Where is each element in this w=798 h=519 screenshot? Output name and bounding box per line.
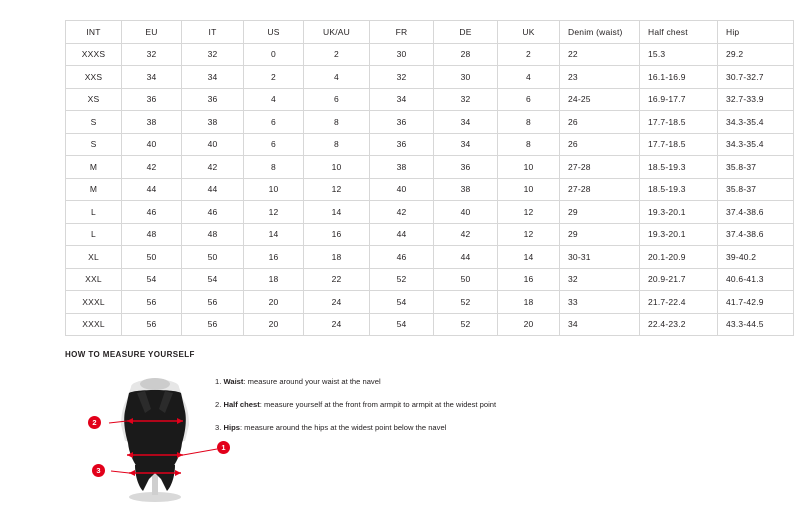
cell-uk-au: 10 bbox=[304, 156, 370, 179]
note-number-1: 1. bbox=[215, 377, 222, 386]
cell-fr: 54 bbox=[370, 313, 434, 336]
cell-hip: 32.7-33.9 bbox=[718, 88, 794, 111]
table-row bbox=[66, 313, 794, 336]
cell-fr: 54 bbox=[370, 291, 434, 314]
cell-denim-waist: 26 bbox=[560, 111, 640, 134]
cell-hip: 34.3-35.4 bbox=[718, 133, 794, 156]
figure-bullet-3: 3 bbox=[92, 464, 105, 477]
cell-denim-waist: 29 bbox=[560, 201, 640, 224]
cell-denim-waist: 27-28 bbox=[560, 178, 640, 201]
cell-it: 56 bbox=[182, 313, 244, 336]
cell-uk-au: 22 bbox=[304, 268, 370, 291]
cell-eu: 38 bbox=[122, 111, 182, 134]
cell-uk-au: 24 bbox=[304, 313, 370, 336]
figure-bullet-1: 1 bbox=[217, 441, 230, 454]
cell-eu: 40 bbox=[122, 133, 182, 156]
size-table-container bbox=[65, 20, 764, 336]
cell-denim-waist: 27-28 bbox=[560, 156, 640, 179]
cell-de: 36 bbox=[434, 156, 498, 179]
cell-uk: 16 bbox=[498, 268, 560, 291]
cell-us: 10 bbox=[244, 178, 304, 201]
cell-denim-waist: 29 bbox=[560, 223, 640, 246]
cell-fr: 32 bbox=[370, 66, 434, 89]
table-row bbox=[66, 133, 794, 156]
column-header-us: US bbox=[244, 21, 304, 44]
cell-denim-waist: 33 bbox=[560, 291, 640, 314]
cell-it: 46 bbox=[182, 201, 244, 224]
cell-eu: 34 bbox=[122, 66, 182, 89]
cell-it: 54 bbox=[182, 268, 244, 291]
cell-uk: 6 bbox=[498, 88, 560, 111]
cell-half-chest: 20.1-20.9 bbox=[640, 246, 718, 269]
cell-hip: 43.3-44.5 bbox=[718, 313, 794, 336]
size-table-body bbox=[66, 43, 794, 336]
cell-eu: 42 bbox=[122, 156, 182, 179]
cell-half-chest: 17.7-18.5 bbox=[640, 111, 718, 134]
table-row bbox=[66, 246, 794, 269]
cell-fr: 42 bbox=[370, 201, 434, 224]
cell-uk-au: 8 bbox=[304, 133, 370, 156]
cell-half-chest: 19.3-20.1 bbox=[640, 223, 718, 246]
cell-uk-au: 24 bbox=[304, 291, 370, 314]
cell-eu: 54 bbox=[122, 268, 182, 291]
cell-int: XXS bbox=[66, 66, 122, 89]
cell-eu: 36 bbox=[122, 88, 182, 111]
cell-int: L bbox=[66, 223, 122, 246]
cell-int: XL bbox=[66, 246, 122, 269]
size-table-head bbox=[66, 21, 794, 44]
cell-hip: 35.8-37 bbox=[718, 156, 794, 179]
cell-de: 42 bbox=[434, 223, 498, 246]
cell-us: 2 bbox=[244, 66, 304, 89]
cell-de: 32 bbox=[434, 88, 498, 111]
cell-uk: 18 bbox=[498, 291, 560, 314]
cell-denim-waist: 34 bbox=[560, 313, 640, 336]
cell-it: 34 bbox=[182, 66, 244, 89]
cell-int: M bbox=[66, 156, 122, 179]
cell-uk: 14 bbox=[498, 246, 560, 269]
cell-de: 50 bbox=[434, 268, 498, 291]
cell-us: 18 bbox=[244, 268, 304, 291]
cell-uk-au: 12 bbox=[304, 178, 370, 201]
cell-half-chest: 20.9-21.7 bbox=[640, 268, 718, 291]
cell-eu: 56 bbox=[122, 313, 182, 336]
cell-int: XXXL bbox=[66, 313, 122, 336]
cell-hip: 37.4-38.6 bbox=[718, 223, 794, 246]
cell-fr: 36 bbox=[370, 111, 434, 134]
cell-us: 16 bbox=[244, 246, 304, 269]
note-number-3: 3. bbox=[215, 422, 222, 432]
table-header-row bbox=[66, 21, 794, 44]
table-row bbox=[66, 178, 794, 201]
cell-half-chest: 18.5-19.3 bbox=[640, 178, 718, 201]
cell-uk-au: 8 bbox=[304, 111, 370, 134]
cell-half-chest: 18.5-19.3 bbox=[640, 156, 718, 179]
cell-de: 34 bbox=[434, 133, 498, 156]
cell-de: 52 bbox=[434, 291, 498, 314]
cell-half-chest: 19.3-20.1 bbox=[640, 201, 718, 224]
cell-it: 50 bbox=[182, 246, 244, 269]
table-row bbox=[66, 201, 794, 224]
cell-hip: 34.3-35.4 bbox=[718, 111, 794, 134]
measurement-note-hips bbox=[215, 423, 496, 433]
table-row bbox=[66, 291, 794, 314]
cell-uk: 12 bbox=[498, 201, 560, 224]
cell-uk-au: 16 bbox=[304, 223, 370, 246]
cell-uk: 12 bbox=[498, 223, 560, 246]
how-to-measure-body bbox=[65, 369, 745, 504]
cell-hip: 37.4-38.6 bbox=[718, 201, 794, 224]
cell-us: 4 bbox=[244, 88, 304, 111]
cell-fr: 36 bbox=[370, 133, 434, 156]
cell-half-chest: 15.3 bbox=[640, 43, 718, 66]
table-row bbox=[66, 268, 794, 291]
cell-denim-waist: 32 bbox=[560, 268, 640, 291]
cell-us: 12 bbox=[244, 201, 304, 224]
cell-eu: 56 bbox=[122, 291, 182, 314]
cell-int: XXXL bbox=[66, 291, 122, 314]
cell-uk-au: 4 bbox=[304, 66, 370, 89]
cell-uk-au: 18 bbox=[304, 246, 370, 269]
cell-eu: 32 bbox=[122, 43, 182, 66]
cell-de: 28 bbox=[434, 43, 498, 66]
cell-half-chest: 17.7-18.5 bbox=[640, 133, 718, 156]
cell-it: 40 bbox=[182, 133, 244, 156]
cell-de: 40 bbox=[434, 201, 498, 224]
column-header-eu: EU bbox=[122, 21, 182, 44]
figure-bullet-2: 2 bbox=[88, 416, 101, 429]
table-row bbox=[66, 156, 794, 179]
cell-us: 14 bbox=[244, 223, 304, 246]
cell-uk: 2 bbox=[498, 43, 560, 66]
cell-us: 0 bbox=[244, 43, 304, 66]
cell-denim-waist: 22 bbox=[560, 43, 640, 66]
column-header-fr: FR bbox=[370, 21, 434, 44]
column-header-half-chest: Half chest bbox=[640, 21, 718, 44]
cell-int: XS bbox=[66, 88, 122, 111]
cell-int: XXXS bbox=[66, 43, 122, 66]
cell-fr: 38 bbox=[370, 156, 434, 179]
table-row bbox=[66, 43, 794, 66]
cell-half-chest: 16.1-16.9 bbox=[640, 66, 718, 89]
cell-it: 44 bbox=[182, 178, 244, 201]
column-header-uk: UK bbox=[498, 21, 560, 44]
size-table bbox=[65, 20, 794, 336]
cell-uk-au: 2 bbox=[304, 43, 370, 66]
cell-de: 52 bbox=[434, 313, 498, 336]
cell-uk: 8 bbox=[498, 111, 560, 134]
table-row bbox=[66, 88, 794, 111]
cell-fr: 46 bbox=[370, 246, 434, 269]
column-header-it: IT bbox=[182, 21, 244, 44]
column-header-de: DE bbox=[434, 21, 498, 44]
cell-hip: 29.2 bbox=[718, 43, 794, 66]
cell-uk: 10 bbox=[498, 178, 560, 201]
cell-hip: 30.7-32.7 bbox=[718, 66, 794, 89]
note-term-half-chest: Half chest bbox=[223, 399, 260, 409]
measurement-notes bbox=[215, 369, 496, 446]
cell-us: 20 bbox=[244, 291, 304, 314]
cell-hip: 40.6-41.3 bbox=[718, 268, 794, 291]
cell-us: 6 bbox=[244, 111, 304, 134]
cell-it: 48 bbox=[182, 223, 244, 246]
cell-uk: 10 bbox=[498, 156, 560, 179]
column-header-hip: Hip bbox=[718, 21, 794, 44]
cell-fr: 40 bbox=[370, 178, 434, 201]
cell-half-chest: 21.7-22.4 bbox=[640, 291, 718, 314]
note-term-hips: Hips bbox=[223, 422, 240, 432]
cell-fr: 52 bbox=[370, 268, 434, 291]
cell-denim-waist: 24-25 bbox=[560, 88, 640, 111]
cell-denim-waist: 30-31 bbox=[560, 246, 640, 269]
cell-de: 30 bbox=[434, 66, 498, 89]
cell-it: 36 bbox=[182, 88, 244, 111]
cell-half-chest: 22.4-23.2 bbox=[640, 313, 718, 336]
cell-hip: 35.8-37 bbox=[718, 178, 794, 201]
table-row bbox=[66, 111, 794, 134]
cell-hip: 41.7-42.9 bbox=[718, 291, 794, 314]
cell-int: S bbox=[66, 133, 122, 156]
note-text-half-chest: : measure yourself at the front from armpit to armpit at the widest point bbox=[259, 399, 497, 409]
cell-fr: 44 bbox=[370, 223, 434, 246]
cell-us: 20 bbox=[244, 313, 304, 336]
cell-int: XXL bbox=[66, 268, 122, 291]
cell-denim-waist: 26 bbox=[560, 133, 640, 156]
cell-de: 34 bbox=[434, 111, 498, 134]
note-term-waist: Waist bbox=[223, 377, 244, 386]
note-number-2: 2. bbox=[215, 399, 222, 409]
column-header-int: INT bbox=[66, 21, 122, 44]
cell-fr: 34 bbox=[370, 88, 434, 111]
cell-eu: 46 bbox=[122, 201, 182, 224]
measurement-note-half-chest bbox=[215, 400, 496, 410]
cell-it: 32 bbox=[182, 43, 244, 66]
measurement-note-waist bbox=[215, 377, 496, 387]
cell-denim-waist: 23 bbox=[560, 66, 640, 89]
cell-us: 8 bbox=[244, 156, 304, 179]
cell-uk: 8 bbox=[498, 133, 560, 156]
table-row bbox=[66, 223, 794, 246]
cell-int: M bbox=[66, 178, 122, 201]
cell-eu: 48 bbox=[122, 223, 182, 246]
cell-uk-au: 6 bbox=[304, 88, 370, 111]
cell-uk: 20 bbox=[498, 313, 560, 336]
column-header-uk-au: UK/AU bbox=[304, 21, 370, 44]
cell-uk-au: 14 bbox=[304, 201, 370, 224]
note-text-waist: : measure around your waist at the navel bbox=[243, 377, 381, 386]
cell-half-chest: 16.9-17.7 bbox=[640, 88, 718, 111]
cell-uk: 4 bbox=[498, 66, 560, 89]
cell-eu: 50 bbox=[122, 246, 182, 269]
cell-it: 42 bbox=[182, 156, 244, 179]
cell-int: L bbox=[66, 201, 122, 224]
cell-eu: 44 bbox=[122, 178, 182, 201]
cell-it: 56 bbox=[182, 291, 244, 314]
column-header-denim-waist: Denim (waist) bbox=[560, 21, 640, 44]
cell-de: 44 bbox=[434, 246, 498, 269]
cell-de: 38 bbox=[434, 178, 498, 201]
mannequin-figure bbox=[65, 369, 226, 504]
note-text-hips: : measure around the hips at the widest point below the navel bbox=[239, 422, 447, 432]
mannequin-diagram-icon bbox=[65, 369, 245, 504]
cell-int: S bbox=[66, 111, 122, 134]
cell-it: 38 bbox=[182, 111, 244, 134]
cell-us: 6 bbox=[244, 133, 304, 156]
cell-fr: 30 bbox=[370, 43, 434, 66]
table-row bbox=[66, 66, 794, 89]
cell-hip: 39-40.2 bbox=[718, 246, 794, 269]
how-to-measure-section bbox=[65, 350, 745, 504]
how-to-measure-title: HOW TO MEASURE YOURSELF bbox=[65, 350, 195, 359]
